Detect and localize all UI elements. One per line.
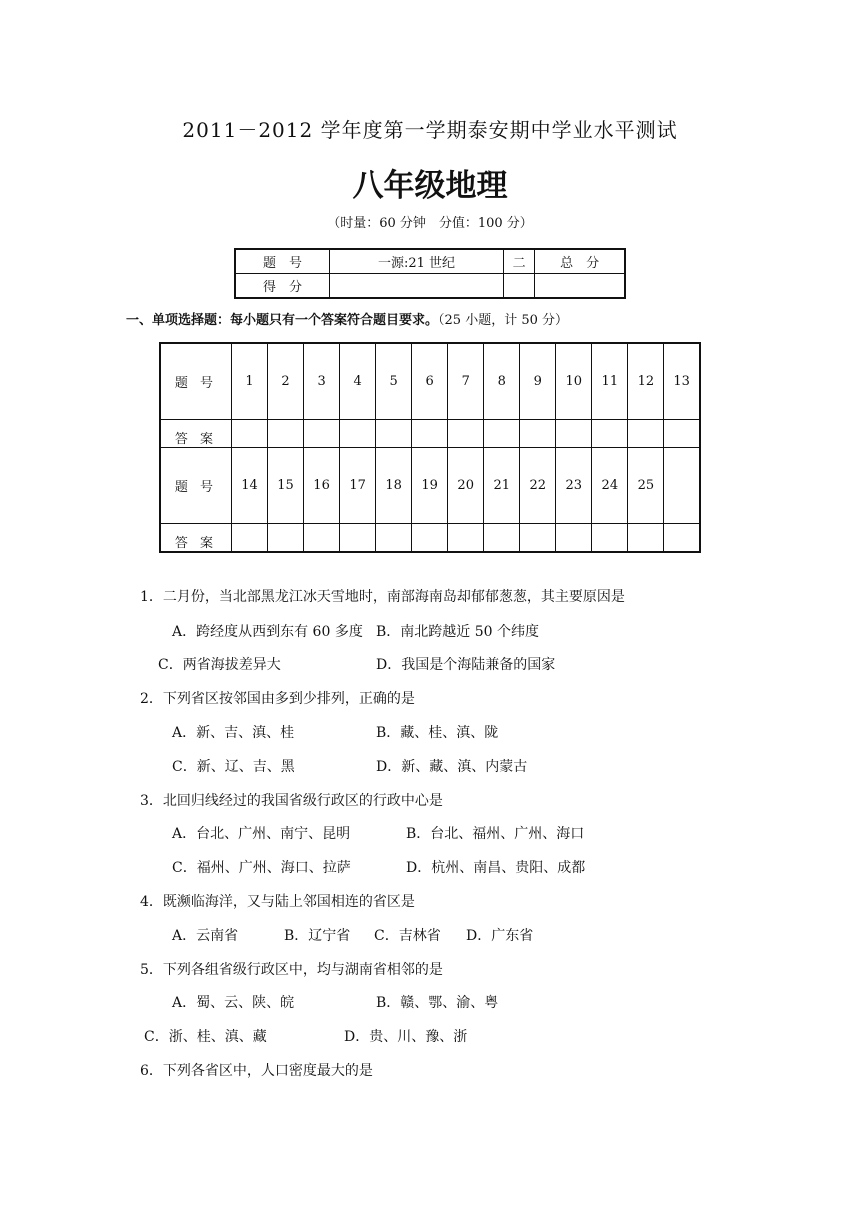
answer-cell[interactable]: [484, 524, 520, 553]
score-input-cell[interactable]: [503, 274, 534, 299]
option-d[interactable]: D．贵、川、豫、浙: [344, 1029, 468, 1045]
option-b[interactable]: B．赣、鄂、渝、粤: [376, 995, 499, 1011]
question-number: 14: [232, 448, 268, 524]
option-a[interactable]: A．跨经度从西到东有 60 多度: [172, 624, 363, 640]
answer-cell[interactable]: [592, 524, 628, 553]
question-number: 7: [448, 343, 484, 420]
answer-cell[interactable]: [376, 524, 412, 553]
option-c[interactable]: C．浙、桂、滇、藏: [144, 1029, 267, 1045]
answer-cell[interactable]: [448, 420, 484, 448]
question-number: 11: [592, 343, 628, 420]
score-input-cell[interactable]: [330, 274, 504, 299]
score-input-cell[interactable]: [535, 274, 625, 299]
option-c[interactable]: C．吉林省: [374, 928, 441, 944]
option-a[interactable]: A．台北、广州、南宁、昆明: [172, 826, 351, 842]
section-label: 一、单项选择题：每小题只有一个答案符合题目要求。: [126, 313, 439, 328]
answer-cell[interactable]: [340, 420, 376, 448]
option-a[interactable]: A．蜀、云、陕、皖: [172, 995, 295, 1011]
score-table: [234, 248, 626, 299]
question-number: 21: [484, 448, 520, 524]
score-cell: 题 号: [235, 249, 330, 274]
score-cell: 一源:21 世纪: [330, 249, 504, 274]
answer-cell[interactable]: [556, 420, 592, 448]
option-b[interactable]: B．台北、福州、广州、海口: [406, 826, 585, 842]
answer-cell[interactable]: [448, 524, 484, 553]
answer-cell[interactable]: [520, 524, 556, 553]
question-number: 15: [268, 448, 304, 524]
section-heading: [126, 309, 568, 328]
answer-label: 答 案: [160, 420, 232, 448]
question-number: 10: [556, 343, 592, 420]
question-number: 9: [520, 343, 556, 420]
answer-cell[interactable]: [376, 420, 412, 448]
answer-cell[interactable]: [520, 420, 556, 448]
answer-cell[interactable]: [664, 524, 700, 553]
section-note: （25 小题，计 50 分）: [438, 313, 568, 328]
option-b[interactable]: B．藏、桂、滇、陇: [376, 725, 499, 741]
question-number: 3: [304, 343, 340, 420]
option-c[interactable]: C．新、辽、吉、黑: [172, 759, 295, 775]
answer-label: 答 案: [160, 524, 232, 553]
answer-cell[interactable]: [232, 420, 268, 448]
answer-cell[interactable]: [556, 524, 592, 553]
question-number: 20: [448, 448, 484, 524]
answer-cell[interactable]: [340, 524, 376, 553]
option-c[interactable]: C．福州、广州、海口、拉萨: [172, 860, 351, 876]
option-b[interactable]: B．南北跨越近 50 个纬度: [376, 624, 540, 640]
score-cell: 总 分: [535, 249, 625, 274]
answer-table: [159, 342, 701, 553]
exam-meta: （时量：60 分钟 分值：100 分）: [327, 216, 533, 231]
question-stem: 6．下列各省区中，人口密度最大的是: [140, 1063, 373, 1079]
question-number: 18: [376, 448, 412, 524]
question-number: 25: [628, 448, 664, 524]
option-d[interactable]: D．我国是个海陆兼备的国家: [376, 657, 556, 673]
answer-cell[interactable]: [628, 524, 664, 553]
question-number: 4: [340, 343, 376, 420]
question-number: 24: [592, 448, 628, 524]
question-number: 1: [232, 343, 268, 420]
option-d[interactable]: D．广东省: [466, 928, 534, 944]
question-number: 12: [628, 343, 664, 420]
answer-cell[interactable]: [304, 420, 340, 448]
answer-cell[interactable]: [304, 524, 340, 553]
option-a[interactable]: A．新、吉、滇、桂: [172, 725, 295, 741]
score-row-values: [235, 274, 625, 299]
answer-row: [160, 524, 700, 553]
option-c[interactable]: C．两省海拔差异大: [158, 657, 281, 673]
answer-number-row: [160, 448, 700, 524]
exam-title: 2011－2012 学年度第一学期泰安期中学业水平测试: [182, 118, 678, 142]
question-number: 13: [664, 343, 700, 420]
answer-number-label: 题 号: [160, 343, 232, 420]
answer-cell[interactable]: [664, 420, 700, 448]
answer-cell[interactable]: [268, 420, 304, 448]
subject-title: 八年级地理: [352, 168, 508, 204]
answer-cell[interactable]: [412, 524, 448, 553]
option-d[interactable]: D．新、藏、滇、内蒙古: [376, 759, 528, 775]
question-number: 17: [340, 448, 376, 524]
question-stem: 4．既濒临海洋，又与陆上邻国相连的省区是: [140, 894, 415, 910]
question-number: 16: [304, 448, 340, 524]
option-b[interactable]: B．辽宁省: [284, 928, 351, 944]
answer-number-label: 题 号: [160, 448, 232, 524]
question-stem: 2．下列省区按邻国由多到少排列，正确的是: [140, 691, 415, 707]
question-number: 8: [484, 343, 520, 420]
answer-cell[interactable]: [628, 420, 664, 448]
question-stem: 5．下列各组省级行政区中，均与湖南省相邻的是: [140, 962, 443, 978]
question-number: [664, 448, 700, 524]
answer-cell[interactable]: [268, 524, 304, 553]
question-stem: 3．北回归线经过的我国省级行政区的行政中心是: [140, 793, 443, 809]
answer-row: [160, 420, 700, 448]
option-a[interactable]: A．云南省: [172, 928, 239, 944]
option-d[interactable]: D．杭州、南昌、贵阳、成都: [406, 860, 586, 876]
question-stem: 1．二月份，当北部黑龙江冰天雪地时，南部海南岛却郁郁葱葱，其主要原因是: [140, 589, 625, 605]
question-number: 5: [376, 343, 412, 420]
answer-cell[interactable]: [232, 524, 268, 553]
score-cell: 二: [503, 249, 534, 274]
score-cell: 得 分: [235, 274, 330, 299]
answer-cell[interactable]: [484, 420, 520, 448]
question-number: 6: [412, 343, 448, 420]
question-number: 22: [520, 448, 556, 524]
question-number: 2: [268, 343, 304, 420]
answer-cell[interactable]: [412, 420, 448, 448]
answer-cell[interactable]: [592, 420, 628, 448]
score-row-header: [235, 249, 625, 274]
answer-number-row: [160, 343, 700, 420]
question-number: 23: [556, 448, 592, 524]
question-number: 19: [412, 448, 448, 524]
